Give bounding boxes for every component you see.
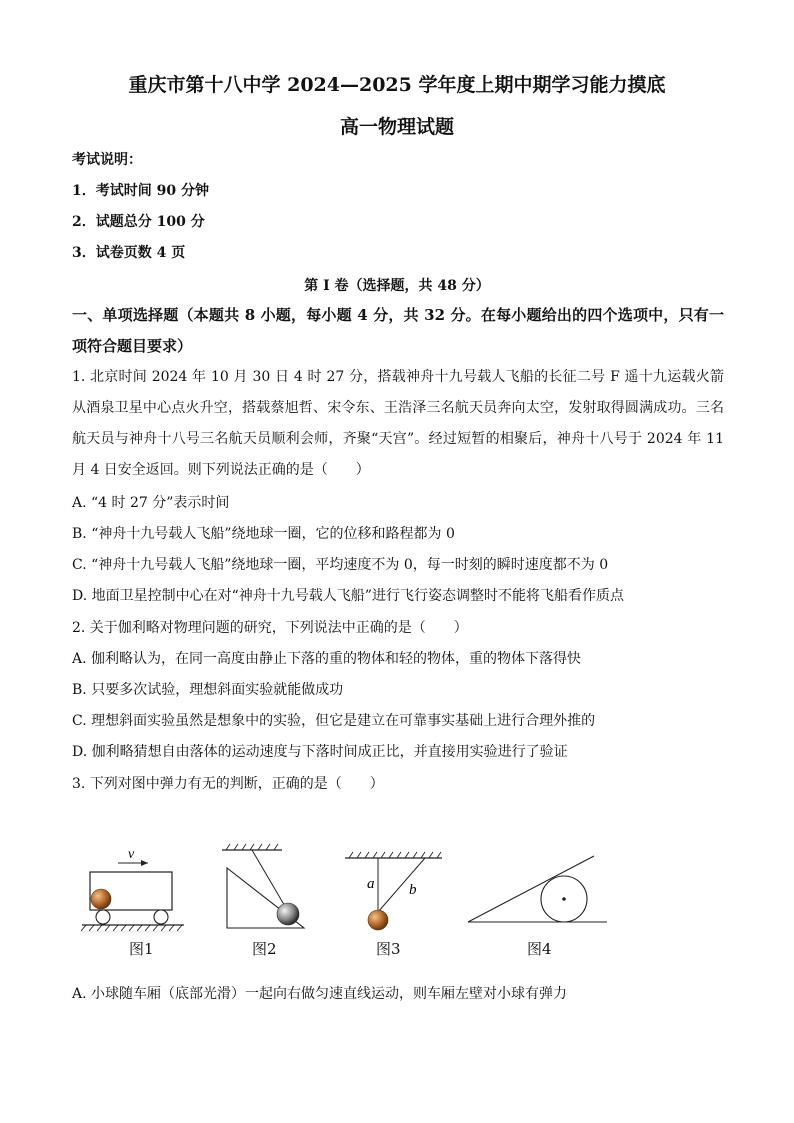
figure-1-cart [81, 847, 184, 931]
exam-subtitle: 高一物理试题 [339, 116, 454, 138]
q1-option-b: B. “神舟十九号载人飞船”绕地球一圈，它的位移和路程都为 0 [72, 526, 455, 542]
wheel [154, 910, 168, 924]
q1-option-c: C. “神舟十九号载人飞船”绕地球一圈，平均速度不为 0，每一时刻的瞬时速度都不为 0 [72, 557, 609, 573]
question-3-stem: 3. 下列对图中弹力有无的判断，正确的是（ ） [72, 776, 384, 792]
instructions-heading: 考试说明： [72, 152, 142, 168]
question-1-stem: 1. 北京时间 2024 年 10 月 30 日 4 时 27 分，搭载神舟十九号载人飞船的长征二号 F 遥十九运载火箭从酒泉卫星中心点火升空，搭载蔡旭哲、宋令东、王浩泽三名航天员奔向太空，发射取得圆满成功。三名航天员与神舟十八号三名航天员顺利会师，齐聚“天宫”。经过短暂的相聚后，神舟十八号于 2024 年 11 月 4 日安全返回。则下列说法正确的是（ ） [72, 369, 724, 478]
caption-figure-3: 图3 [376, 940, 401, 958]
question-3-figure [72, 838, 632, 968]
string-b-label: b [409, 882, 417, 898]
caption-figure-2: 图2 [252, 940, 277, 958]
part-title: 第 I 卷（选择题，共 48 分） [304, 278, 490, 294]
instruction-item: 2．试题总分 100 分 [72, 214, 205, 230]
force-diagrams [72, 838, 632, 938]
section-heading: 一、单项选择题（本题共 8 小题，每小题 4 分，共 32 分。在每小题给出的四个选项中，只有一项符合题目要求） [72, 306, 724, 355]
ball [277, 903, 299, 925]
q3-option-a: A. 小球随车厢（底部光滑）一起向右做匀速直线运动，则车厢左壁对小球有弹力 [72, 986, 568, 1002]
question-2-stem: 2. 关于伽利略对物理问题的研究，下列说法中正确的是（ ） [72, 620, 468, 636]
q1-option-d: D. 地面卫星控制中心在对“神舟十九号载人飞船”进行飞行姿态调整时不能将飞船看作质点 [72, 588, 624, 604]
figure-2-incline [222, 844, 304, 928]
figure-4-wedge [468, 856, 607, 922]
velocity-label: v [128, 847, 135, 862]
figure-3-strings [345, 852, 442, 930]
q1-option-a: A. “4 时 27 分”表示时间 [72, 495, 230, 511]
ball [368, 910, 388, 930]
exam-title: 重庆市第十八中学 2024—2025 学年度上期中期学习能力摸底 [128, 74, 666, 96]
caption-figure-1: 图1 [129, 940, 154, 958]
string-a-label: a [367, 876, 375, 892]
q2-option-d: D. 伽利略猜想自由落体的运动速度与下落时间成正比，并直接用实验进行了验证 [72, 744, 568, 760]
q2-option-a: A. 伽利略认为，在同一高度由静止下落的重的物体和轻的物体，重的物体下落得快 [72, 651, 582, 667]
instruction-item: 3．试卷页数 4 页 [72, 245, 186, 261]
wheel [96, 910, 110, 924]
caption-figure-4: 图4 [527, 940, 552, 958]
q2-option-b: B. 只要多次试验，理想斜面实验就能做成功 [72, 682, 344, 698]
ball [91, 889, 111, 909]
instruction-item: 1．考试时间 90 分钟 [72, 183, 209, 199]
q2-option-c: C. 理想斜面实验虽然是想象中的实验，但它是建立在可靠事实基础上进行合理外推的 [72, 713, 596, 729]
